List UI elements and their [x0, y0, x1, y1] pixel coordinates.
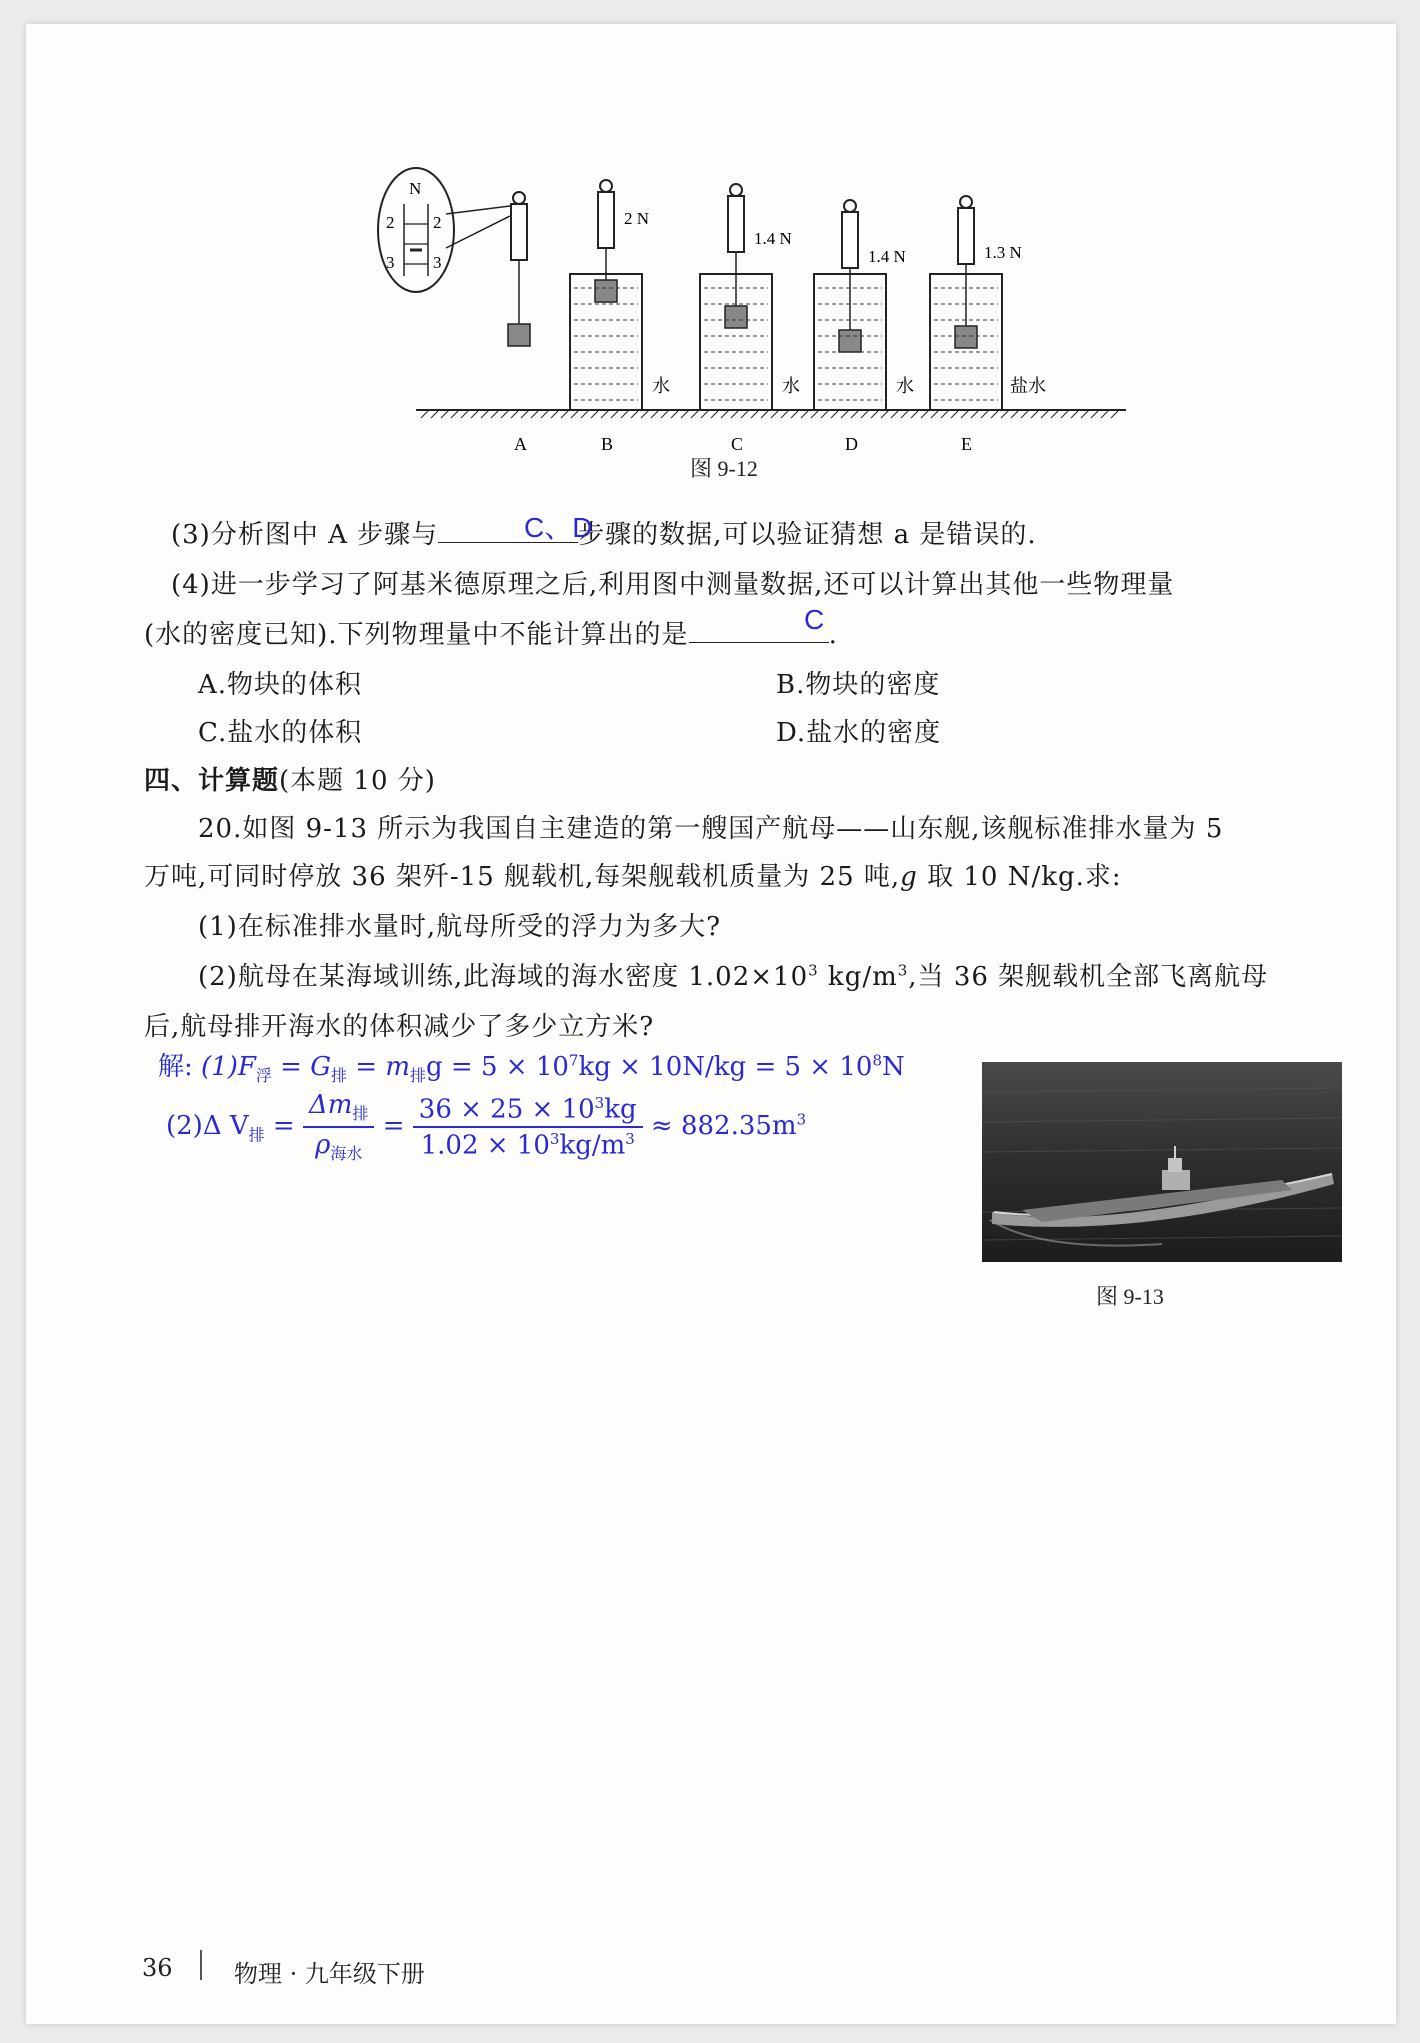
reading-d: 1.4 N — [868, 247, 906, 266]
svg-text:3: 3 — [433, 253, 442, 272]
scale-d — [814, 200, 914, 410]
footer-divider — [200, 1950, 202, 1980]
question-3: (3)分析图中 A 步骤与 步骤的数据,可以验证猜想 a 是错误的. — [171, 520, 1037, 550]
inset-unit: N — [409, 179, 422, 198]
aircraft-carrier-photo — [982, 1062, 1342, 1262]
solution-step-1: 解: $(1)F_浮 = G_排 = m_排g = 5 \times 10^7kg \times 10N/kg = 5 \times 10^8N$ — [158, 1051, 905, 1086]
label-a: A — [514, 434, 527, 454]
scale-b — [570, 180, 670, 410]
solution-step-2: (2)Δ $V_排$ = $\frac{\Delta m_排}{\rho_{海水}}$ = $\frac{36 \times 25 \times 10^3kg}{1.02 \times 10^3kg/m^3}$ ≈ $882.35m^3$ — [166, 1090, 807, 1164]
fraction-mass-over-density: $\frac{\Delta m_排}{\rho_{海水}}$ — [303, 1090, 374, 1164]
section-heading: 四、计算题(本题 10 分) — [144, 766, 436, 796]
scale-e — [930, 196, 1046, 410]
scale-c — [700, 184, 800, 410]
liquid-e: 盐水 — [1010, 376, 1046, 397]
book-title: 物理 · 九年级下册 — [234, 1960, 425, 1988]
option-d: D.盐水的密度 — [776, 718, 942, 748]
label-c: C — [731, 434, 744, 454]
option-a: A.物块的体积 — [198, 670, 363, 700]
svg-text:2: 2 — [386, 213, 395, 232]
label-d: D — [845, 434, 858, 454]
answer-3: C、D — [524, 512, 593, 543]
question-20-line2: 万吨,可同时停放 36 架歼-15 舰载机,每架舰载机质量为 25 吨,g 取 10 N/kg.求: — [144, 862, 1122, 892]
scale-a — [508, 192, 530, 346]
option-b: B.物块的密度 — [776, 670, 941, 700]
label-b: B — [601, 434, 614, 454]
question-20-line1: 20.如图 9-13 所示为我国自主建造的第一艘国产航母——山东舰,该舰标准排水量为 5 — [198, 814, 1224, 844]
reading-c: 1.4 N — [754, 229, 792, 248]
svg-text:2: 2 — [433, 213, 442, 232]
liquid-b: 水 — [652, 376, 670, 397]
question-4-line1: (4)进一步学习了阿基米德原理之后,利用图中测量数据,还可以计算出其他一些物理量 — [171, 570, 1175, 600]
answer-4: C — [804, 604, 825, 635]
fraction-numeric: $\frac{36 \times 25 \times 10^3kg}{1.02 \times 10^3kg/m^3}$ — [413, 1094, 643, 1161]
svg-text:3: 3 — [386, 253, 395, 272]
question-20-sub2-line1: (2)航母在某海域训练,此海域的海水密度 $1.02\times 10^3$ $kg/m^3$,当 36 架舰载机全部飞离航母 — [198, 961, 1269, 992]
figure-caption-9-12: 图 9-12 — [690, 456, 758, 481]
reading-b: 2 N — [624, 209, 650, 228]
question-20-sub1: (1)在标准排水量时,航母所受的浮力为多大? — [198, 912, 722, 942]
question-20-sub2-line2: 后,航母排开海水的体积减少了多少立方米? — [144, 1012, 655, 1042]
textbook-page — [26, 24, 1396, 2024]
label-e: E — [961, 434, 972, 454]
scale-zoom-inset — [378, 168, 510, 292]
question-4-line2: (水的密度已知).下列物理量中不能计算出的是 . — [144, 620, 838, 650]
reading-e: 1.3 N — [984, 243, 1022, 262]
figure-caption-9-13: 图 9-13 — [1096, 1284, 1164, 1309]
liquid-d: 水 — [896, 376, 914, 397]
spring-scale-experiment-figure — [376, 164, 1136, 464]
option-c: C.盐水的体积 — [198, 718, 363, 748]
liquid-c: 水 — [782, 376, 800, 397]
page-number: 36 — [142, 1954, 173, 1982]
